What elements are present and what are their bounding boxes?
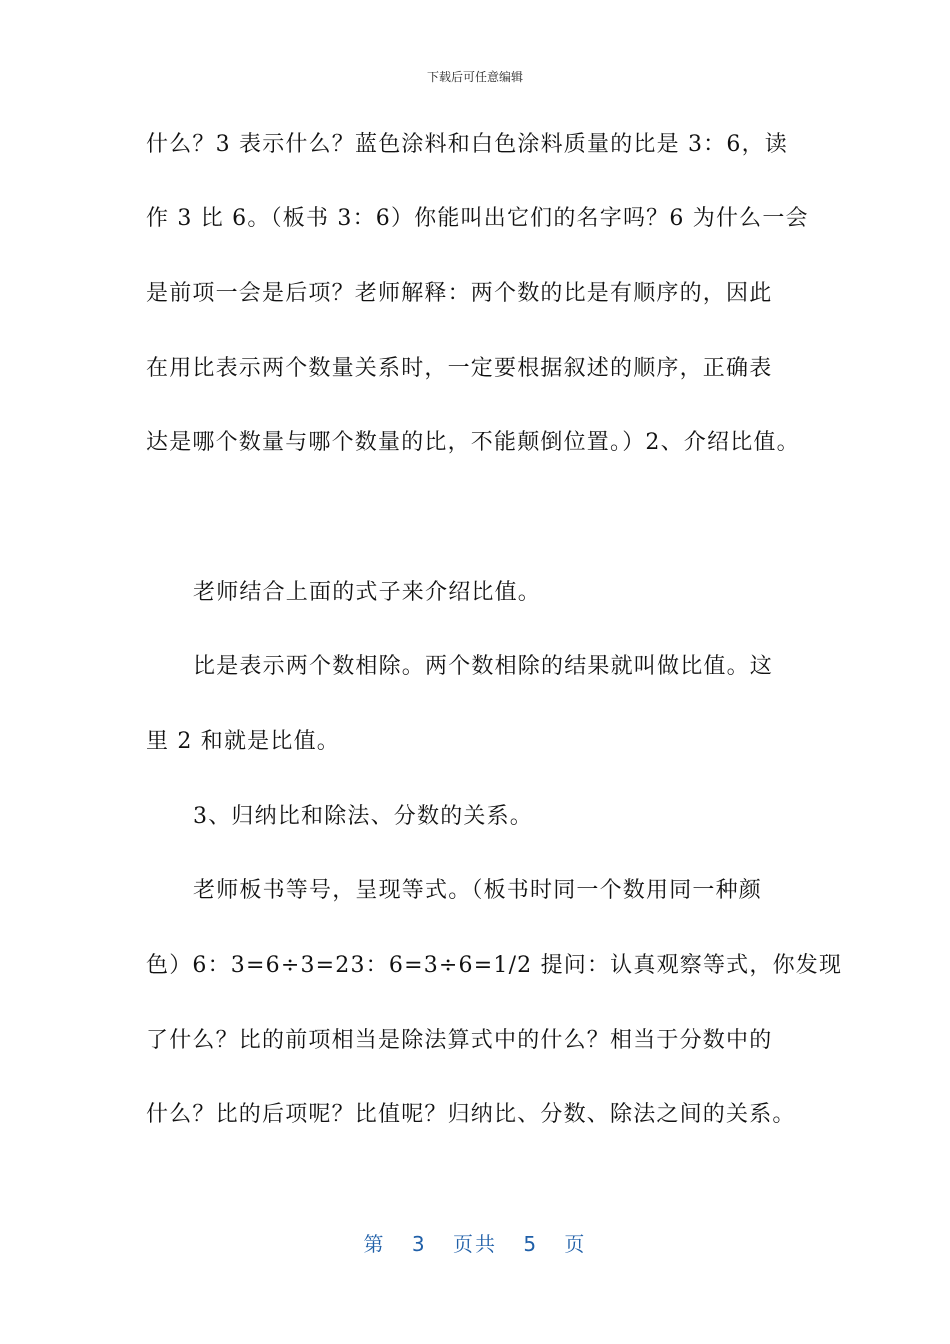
text-line-4: 在用比表示两个数量关系时，一定要根据叙述的顺序，正确表 xyxy=(146,356,773,381)
text-line-3: 是前项一会是后项？老师解释：两个数的比是有顺序的，因此 xyxy=(146,281,773,306)
text-line-ratio-definition-cont: 里 2 和就是比值。 xyxy=(146,729,340,754)
paragraph-ratio-definition: 比是表示两个数相除。两个数相除的结果就叫做比值。这 xyxy=(193,654,774,679)
text-line-equation: 色）6：3=6÷3=23：6=3÷6=1/2 提问：认真观察等式，你发现 xyxy=(146,953,843,978)
text-line-2: 作 3 比 6。（板书 3：6）你能叫出它们的名字吗？6 为什么一会 xyxy=(146,206,809,231)
text-line-question-1: 了什么？比的前项相当是除法算式中的什么？相当于分数中的 xyxy=(146,1028,773,1053)
paragraph-intro-ratio-value: 老师结合上面的式子来介绍比值。 xyxy=(193,580,542,605)
paragraph-board-equation: 老师板书等号，呈现等式。（板书时同一个数用同一种颜 xyxy=(193,878,763,903)
text-line-5: 达是哪个数量与哪个数量的比，不能颠倒位置。）2、介绍比值。 xyxy=(146,430,800,455)
text-line-question-2: 什么？比的后项呢？比值呢？归纳比、分数、除法之间的关系。 xyxy=(146,1102,796,1127)
page-number-footer: 第 3 页共 5 页 xyxy=(363,1232,587,1256)
page-header-note: 下载后可任意编辑 xyxy=(426,70,523,84)
text-line-1: 什么？3 表示什么？蓝色涂料和白色涂料质量的比是 3：6，读 xyxy=(146,132,788,157)
section-heading-3: 3、归纳比和除法、分数的关系。 xyxy=(193,804,533,829)
